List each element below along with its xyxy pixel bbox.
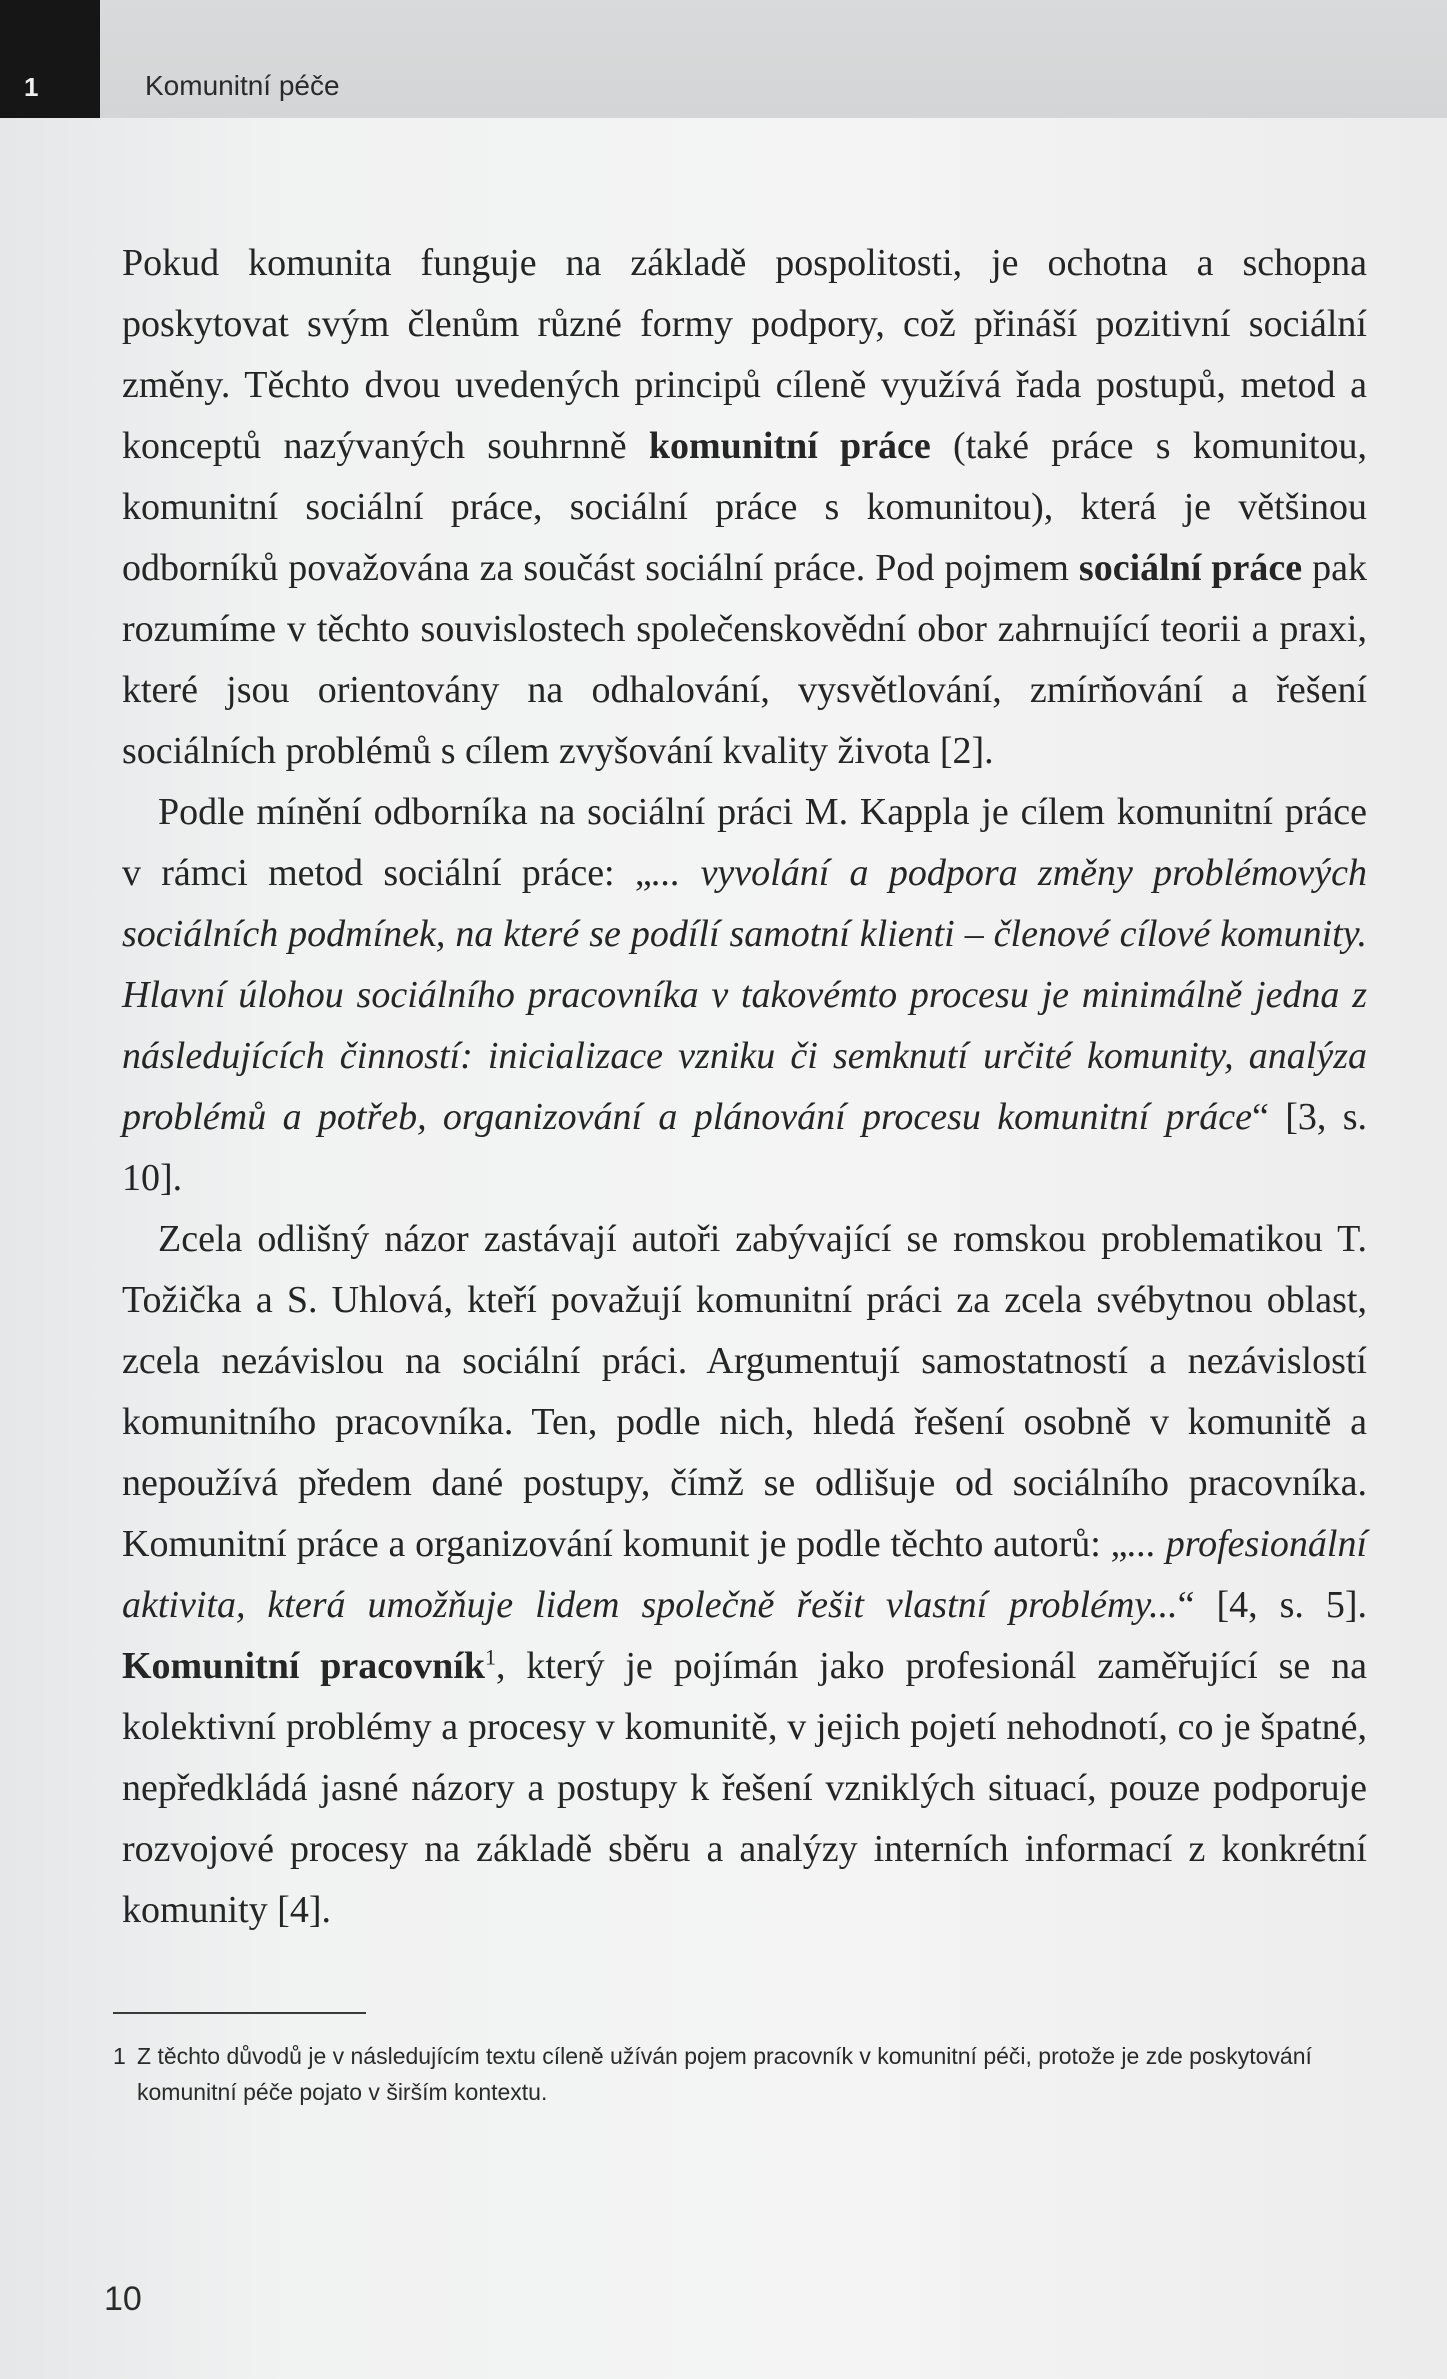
quote-kappl: ... vyvolání a podpora změny problémových sociálních podmínek, na které se podílí samotní klienti – členové cílové komunity. Hlavní úlohou sociálního pracovníka v takovémto procesu je minimálně jedna z následujících činností: inicializace vzniku či semknutí určité komunity, analýza problémů a potřeb, organizování a plánování procesu komunitní práce bbox=[122, 852, 1368, 1138]
term-komunitni-prace: komunitní práce bbox=[648, 425, 931, 467]
paragraph-3-text: Zcela odlišný názor zastávají autoři zabývající se romskou problematikou T. Tožička a S. Uhlová, kteří považují komunitní práci za zcela svébytnou oblast, zcela nezávislou na sociální práci. Argumentují samostatností a nezávislostí komunitního pracovníka. Ten, podle nich, hledá řešení osobně v komunitě a nepoužívá předem dané postupy, čímž se odlišuje od sociálního pracovníka. Komunitní práce a organizování komunit je podle těchto autorů: „ bbox=[122, 1218, 1367, 1565]
chapter-number: 1 bbox=[24, 72, 39, 102]
running-title: Komunitní péče bbox=[145, 70, 340, 101]
paragraph-1-text-cont: (také práce s komunitou, komunitní sociální práce, sociální práce s komunitou), která je většinou odborníků považována za součást sociální práce. Pod pojmem bbox=[122, 425, 1367, 589]
paragraph-1-text-end: pak rozumíme v těchto souvislostech společenskovědní obor zahrnující teorii a praxi, které jsou orientovány na odhalování, vysvětlování, zmírňování a řešení sociálních problémů s cílem zvyšování kvality života [2]. bbox=[122, 547, 1367, 772]
paragraph-2 bbox=[122, 782, 1367, 1209]
paragraph-1 bbox=[122, 233, 1367, 782]
footnote-marker: 1 bbox=[484, 1644, 496, 1670]
paragraph-3-text-end: , který je pojímán jako profesionál zaměřující se na kolektivní problémy a procesy v komunitě, v jejich pojetí nehodnotí, co je špatné, nepředkládá jasné názory a postupy k řešení vzniklých situací, pouze podporuje rozvojové procesy na základě sběru a analýzy interních informací z konkrétní komunity [4]. bbox=[122, 1645, 1367, 1931]
footnote-text: Z těchto důvodů je v následujícím textu cíleně užíván pojem pracovník v komunitní péči, protože je zde poskytování komunitní péče pojato v širším kontextu. bbox=[137, 2043, 1312, 2105]
paragraph-3-citation: “ [4, s. 5]. bbox=[1177, 1584, 1367, 1626]
paragraph-3 bbox=[122, 1209, 1367, 1941]
body-text bbox=[122, 233, 1367, 1941]
paragraph-2-text: Podle mínění odborníka na sociální práci M. Kappla je cílem komunitní práce v rámci metod sociální práce: „ bbox=[122, 791, 1367, 894]
term-komunitni-pracovnik: Komunitní pracovník bbox=[122, 1645, 485, 1687]
footnote bbox=[113, 2038, 1328, 2110]
page-header bbox=[0, 0, 1447, 118]
term-socialni-prace: sociální práce bbox=[1078, 547, 1303, 589]
paragraph-1-text: Pokud komunita funguje na základě pospolitosti, je ochotna a schopna poskytovat svým členům různé formy podpory, což přináší pozitivní sociální změny. Těchto dvou uvedených principů cíleně využívá řada postupů, metod a konceptů nazývaných souhrnně bbox=[122, 242, 1367, 467]
footnote-divider bbox=[113, 2012, 366, 2014]
chapter-tab bbox=[0, 0, 100, 118]
paragraph-2-citation: “ [3, s. 10]. bbox=[122, 1096, 1367, 1199]
footnote-number: 1 bbox=[113, 2043, 126, 2069]
quote-tozicka-uhlova: ... profesionální aktivita, která umožňuje lidem společně řešit vlastní problémy... bbox=[122, 1523, 1368, 1626]
page-number: 10 bbox=[104, 2280, 142, 2318]
